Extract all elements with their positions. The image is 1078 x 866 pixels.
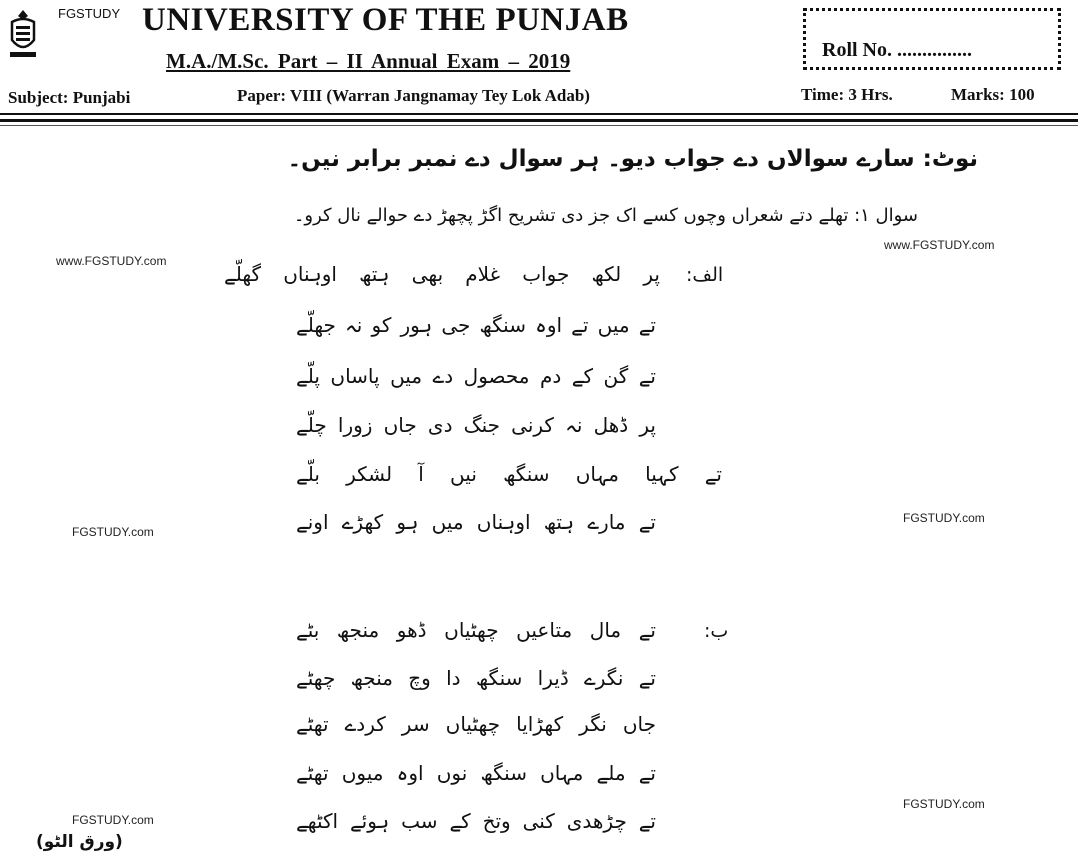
- verse-line: تے میں تے اوہ سنگھ جی ہور کو نہ جھلّے: [296, 313, 656, 337]
- site-label: FGSTUDY: [58, 6, 121, 21]
- watermark: www.FGSTUDY.com: [884, 238, 995, 252]
- verse-line: تے گن کے دم محصول دے میں پاساں پلّے: [296, 364, 656, 388]
- verse-line: تے مارے ہتھ اوہناں میں ہو کھڑے اونے: [296, 510, 656, 534]
- turn-over-note: (ورق الٹو): [36, 832, 123, 852]
- header-rule-bottom: [0, 125, 1078, 126]
- exam-note: نوٹ: سارے سوالاں دے جواب دیو۔ ہر سوال دے نمبر برابر نیں۔: [287, 146, 978, 172]
- verse-line: تے نگرے ڈیرا سنگھ دا وچ منجھ چھٹے: [296, 666, 656, 690]
- verse-line: جاں نگر کھڑایا چھٹیاں سر کردے تھٹے: [296, 712, 656, 736]
- university-title: UNIVERSITY OF THE PUNJAB: [142, 2, 629, 38]
- verse-line: تے ملے مہاں سنگھ نوں اوہ میوں تھٹے: [296, 761, 656, 785]
- verse-line: پر ڈھل نہ کرنی جنگ دی جاں زورا چلّے: [296, 413, 656, 437]
- paper-label: Paper: VIII (Warran Jangnamay Tey Lok Adab): [237, 86, 590, 105]
- verse-line: تے کہیا مہاں سنگھ نیں آ لشکر بلّے: [296, 462, 722, 486]
- part-b-label: ب:: [704, 620, 729, 642]
- header-rule-thin: [0, 113, 1078, 115]
- verse-line: تے چڑھدی کنی وتخ کے سب ہوئے اکٹھے: [296, 809, 656, 833]
- watermark: FGSTUDY.com: [903, 797, 985, 811]
- university-crest-icon: [6, 8, 40, 60]
- subject-label: Subject: Punjabi: [8, 88, 131, 107]
- watermark: FGSTUDY.com: [903, 511, 985, 525]
- time-label: Time: 3 Hrs.: [801, 85, 893, 104]
- question-1-instruction: سوال ۱: تھلے دتے شعراں وچوں کسے اک جز دی تشریح اگڑ پچھڑ دے حوالے نال کرو۔: [293, 205, 918, 226]
- verse-line: پر لکھ جواب غلام بھی ہتھ اوہناں گھلّے: [224, 262, 660, 286]
- header-rule-thick: [0, 119, 1078, 122]
- watermark: FGSTUDY.com: [72, 813, 154, 827]
- verse-line: تے مال متاعیں چھٹیاں ڈھو منجھ بٹے: [296, 618, 656, 642]
- watermark: FGSTUDY.com: [72, 525, 154, 539]
- degree-line: M.A./M.Sc. Part – II Annual Exam – 2019: [166, 49, 571, 73]
- watermark: www.FGSTUDY.com: [56, 254, 167, 268]
- roll-number-label: Roll No. ...............: [822, 39, 972, 61]
- part-a-label: الف:: [686, 264, 724, 286]
- marks-label: Marks: 100: [951, 85, 1035, 104]
